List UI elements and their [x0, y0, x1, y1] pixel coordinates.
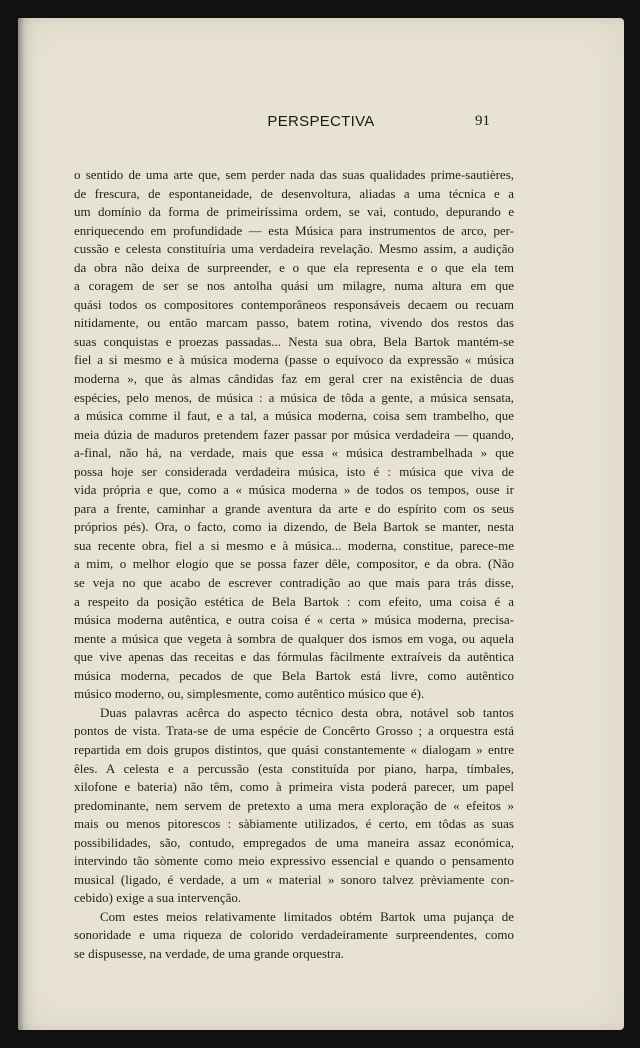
text-line: cebido) exige a sua intervenção. [74, 890, 242, 906]
text-line: para a frente, caminhar a grande aventura da arte e do espírito com os seus [74, 500, 514, 516]
text-line: repartida em dois grupos distintos, que quási constantemente « dialogam » entre [74, 741, 514, 757]
paragraph-2 [74, 704, 514, 908]
text-line: intervindo tão sòmente como meio expressivo essencial e quando o pensamento [74, 853, 514, 869]
text-line: música moderna autêntica, e outra coisa é « certa » música moderna, precisa- [74, 612, 514, 628]
running-title: PERSPECTIVA [267, 113, 375, 130]
text-line: da obra não deixa de surpreender, e o que ela representa e o que ela tem [74, 259, 514, 275]
page-gutter-shadow [18, 18, 24, 1030]
text-line: pontos de vista. Trata-se de uma espécie de Concêrto Grosso ; a orquestra está [74, 723, 514, 739]
text-line: predominante, nem servem de pretexto a uma mera exploração de « efeitos » [74, 797, 514, 813]
text-line: mais ou menos pitorescos : sàbiamente utilizados, é certo, em tôdas as suas [74, 816, 514, 832]
page-number: 91 [475, 113, 490, 129]
paragraph-3 [74, 908, 514, 964]
text-line: sua recente obra, fiel a si mesmo e à música... moderna, constitue, parece-me [74, 537, 514, 553]
text-line: a-final, não há, na verdade, mais que essa « música destrambelhada » que [74, 445, 514, 461]
text-line: de frescura, de espontaneidade, de desenvoltura, aliadas a uma técnica e a [74, 185, 514, 201]
text-line: vida própria e que, como a « música moderna » de todos os tempos, ouse ir [74, 482, 514, 498]
text-line: se dispusesse, na verdade, de uma grande orquestra. [74, 945, 345, 961]
text-line: se veja no que acabo de escrever contradição ao que mais para trás disse, [74, 575, 514, 591]
text-line: enriquecendo em profundidade — esta Música para instrumentos de arco, per- [74, 222, 514, 238]
text-line: sonoridade e uma riqueza de colorido verdadeiramente surpreendentes, como [74, 927, 514, 943]
text-line: quási todos os compositores contemporâneos responsáveis decaem ou recuam [74, 296, 514, 312]
text-line: que vive apenas das receitas e das fórmulas fàcilmente extraíveis da autêntica [74, 649, 514, 665]
text-line: suas conquistas e proezas passadas... Nesta sua obra, Bela Bartok mantém-se [74, 333, 514, 349]
text-line: Com estes meios relativamente limitados obtém Bartok uma pujança de [100, 908, 514, 924]
text-line: mente a música que vegeta à sombra de qualquer dos ismos em voga, ou aquela [74, 630, 514, 646]
text-line: músico moderno, ou, simplesmente, como autêntico músico que é). [74, 686, 425, 702]
body-text [74, 166, 514, 964]
text-line: a respeito da posição estética de Bela Bartok : com efeito, uma coisa é a [74, 593, 514, 609]
text-line: xilofone e bateria) não têm, como à primeira vista poderá parecer, um papel [74, 779, 514, 795]
text-line: possa hoje ser considerada verdadeira música, isto é : música que viva de [74, 463, 514, 479]
text-line: meia dúzia de maduros pretendem fazer passar por música verdadeira — quando, [74, 426, 514, 442]
text-line: espécies, pelo menos, de música : a música de tôda a gente, a música sensata, [74, 389, 514, 405]
text-line: próprios pés). Ora, o facto, como ia dizendo, de Bela Bartok se manter, nesta [74, 519, 514, 535]
book-page [18, 18, 624, 1030]
running-head [18, 113, 624, 133]
text-line: a música comme il faut, e a tal, a música moderna, coisa sem trambelho, que [74, 408, 514, 424]
text-line: música moderna, pecados de que Bela Bartok está livre, como autêntico [74, 667, 514, 683]
text-line: Duas palavras acêrca do aspecto técnico desta obra, notável sob tantos [100, 704, 514, 720]
text-line: um domínio da forma de primeiríssima ordem, se vai, contudo, depurando e [74, 204, 514, 220]
text-line: o sentido de uma arte que, sem perder nada das suas qualidades prime-sautières, [74, 167, 514, 182]
text-line: musical (ligado, é verdade, a um « material » sonoro talvez prèviamente con- [74, 871, 514, 887]
text-line: nitidamente, ou então marcam passo, batem rotina, vivendo dos restos das [74, 315, 514, 331]
text-line: moderna », que às almas cândidas faz em geral crer na existência de duas [74, 371, 514, 387]
text-line: a mim, o melhor elogio que se possa fazer dêle, compositor, e da obra. (Não [74, 556, 514, 572]
text-line: a coragem de ser se nos antolha quási um milagre, numa altura em que [74, 278, 514, 294]
text-line: fiel a si mesmo e à música moderna (passe o equívoco da expressão « música [74, 352, 514, 368]
text-line: êles. A celesta e a percussão (esta constituída por piano, harpa, tímbales, [74, 760, 514, 776]
text-line: cussão e celesta constituíria uma verdadeira revelação. Mesmo assim, a audição [74, 241, 514, 257]
paragraph-1 [74, 166, 514, 704]
text-line: possibilidades, são, contudo, empregados de uma maneira assaz económica, [74, 834, 514, 850]
